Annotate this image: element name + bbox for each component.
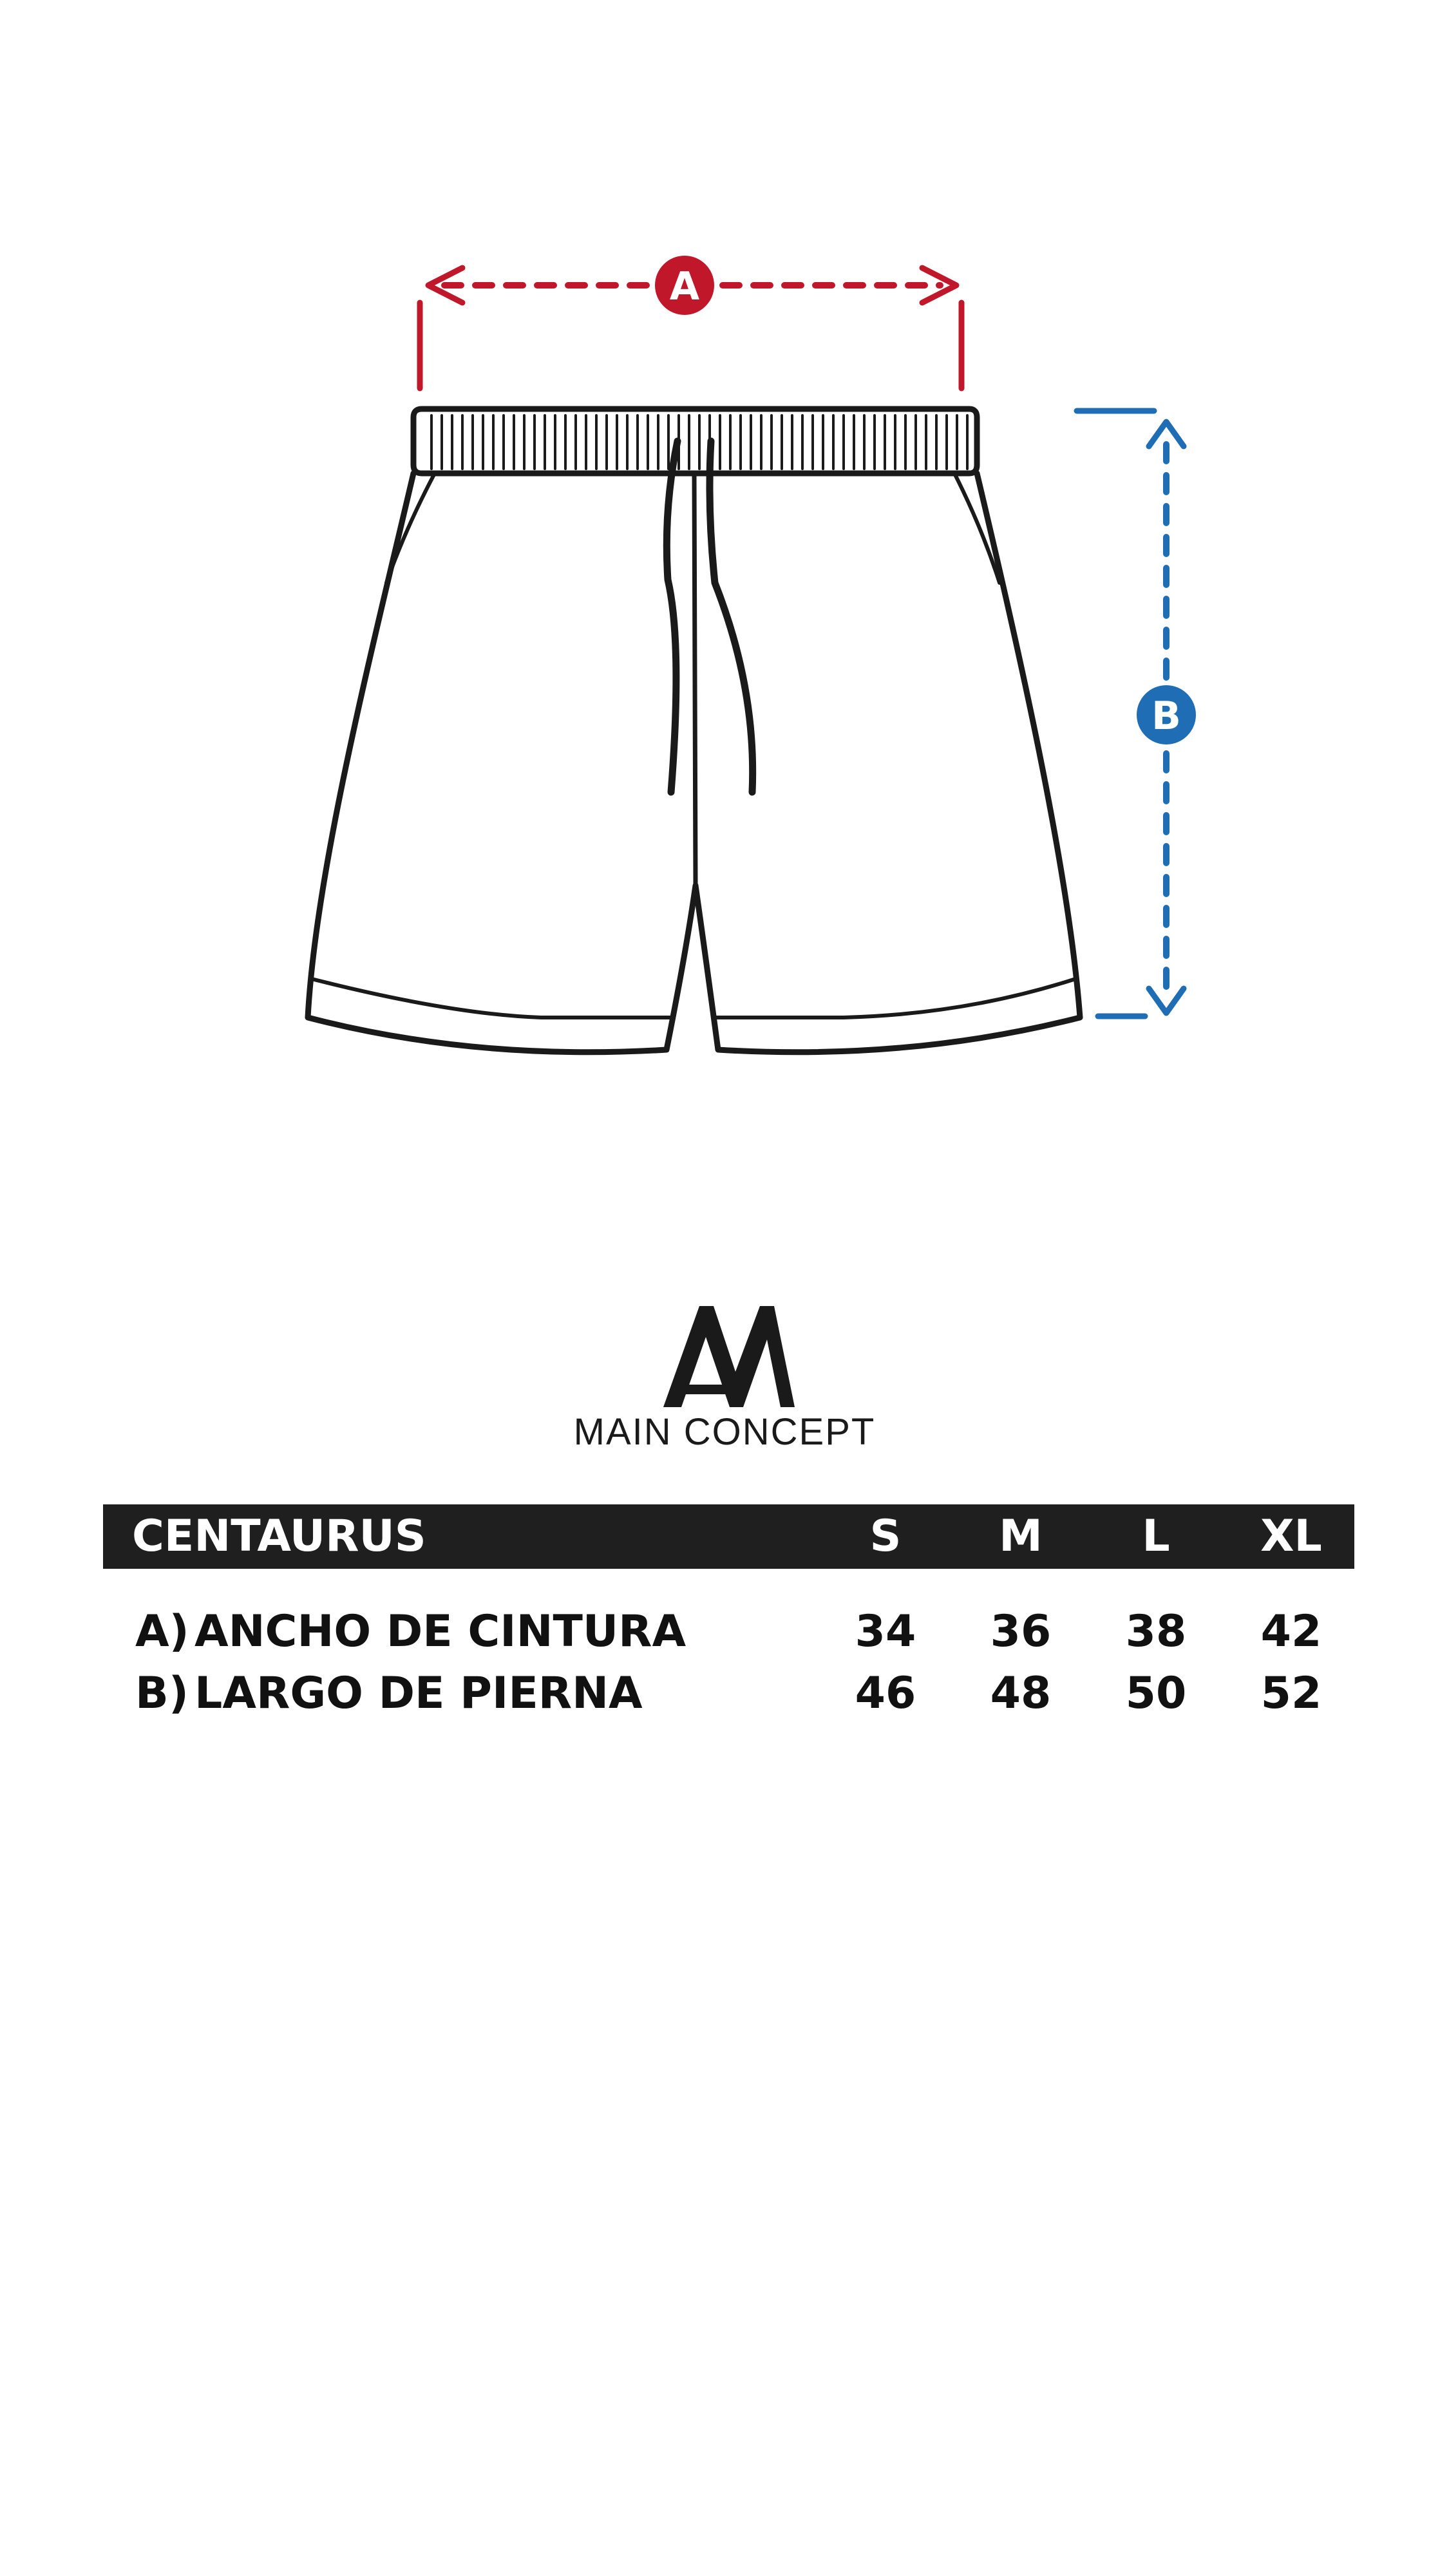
value-cell: 50	[1125, 1668, 1187, 1719]
shorts-measurement-diagram	[0, 0, 1449, 1127]
brand-name: MAIN CONCEPT	[573, 1411, 876, 1453]
waistband-ribbing	[431, 415, 967, 469]
row-letter: B)	[135, 1668, 189, 1719]
waistband	[413, 409, 977, 473]
shorts-outline	[308, 409, 1080, 1052]
size-header-l: L	[1142, 1511, 1170, 1562]
right-hem	[716, 979, 1075, 1018]
marker-a	[655, 256, 714, 315]
value-cell: 34	[855, 1606, 916, 1657]
value-cell: 52	[1260, 1668, 1322, 1719]
size-table-header	[103, 1504, 1354, 1569]
drawstring-right	[710, 441, 753, 792]
size-table	[103, 1504, 1354, 1725]
value-cell: 38	[1125, 1606, 1187, 1657]
value-cell: 42	[1260, 1606, 1322, 1657]
size-header-s: S	[869, 1511, 902, 1562]
row-letter: A)	[135, 1606, 189, 1657]
value-cell: 46	[855, 1668, 916, 1719]
marker-a-label: A	[669, 264, 700, 309]
marker-b	[1137, 685, 1196, 744]
row-label: LARGO DE PIERNA	[194, 1668, 643, 1719]
logo-mark	[663, 1306, 795, 1407]
row-label: ANCHO DE CINTURA	[194, 1606, 687, 1657]
marker-b-label: B	[1151, 694, 1181, 739]
product-name: CENTAURUS	[132, 1511, 426, 1562]
drawstring-left	[667, 441, 677, 792]
size-header-m: M	[999, 1511, 1043, 1562]
table-row	[103, 1663, 1354, 1725]
center-seam	[694, 473, 696, 886]
value-cell: 48	[990, 1668, 1052, 1719]
measure-b-bottom-arrowhead	[1149, 989, 1184, 1013]
size-header-xl: XL	[1260, 1511, 1322, 1562]
left-hem	[312, 979, 672, 1018]
table-row	[103, 1601, 1354, 1663]
value-cell: 36	[990, 1606, 1052, 1657]
am-monogram-icon	[644, 1288, 805, 1417]
